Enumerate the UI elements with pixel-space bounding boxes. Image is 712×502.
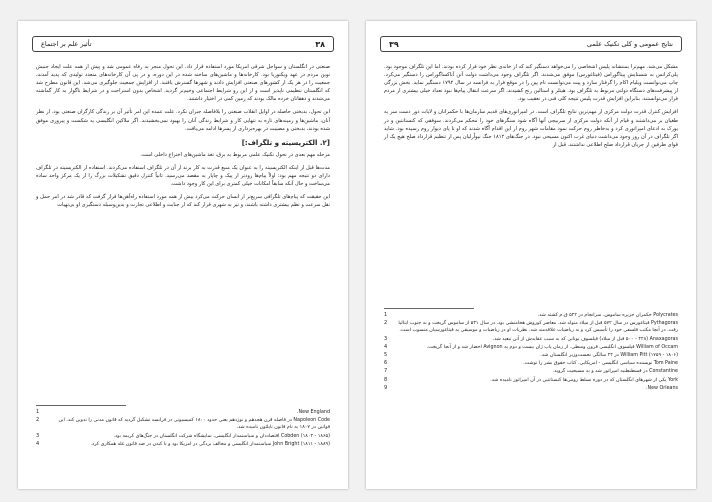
footnote: 2 Pythagoras فیثاغورس در سال ۵۷۲ قبل از میلاد متولد شد. معاصر کوروش هخامنشی بود. در سال ۵۳۱ از ساموس گریخت و به جنوب ایتالیا رفت. در آنجا مکتب فلسفی خود را تأسیس کرد و به ریاضیات علاقه‌مند شد. نظریات او در ریاضیات و موسیقی به فیثاغورسیان منسوب است. [384,320,678,334]
footnote-rule [384,308,474,309]
page-header [32,36,334,52]
paragraph: این تحول، بدبختی حاصله در اوایل انقلاب صنعتی را بلافاصله جبران نکرد. علت عمده این امر تأثیر آن بر زندگی کارگران صنعتی بود. از نظر آنان، ماشین‌ها و زمینه‌های تازه به تنهایی کار و شرایط زندگی آنان را بهبود نمی‌بخشیدند. اگر ملاکین انگلیسی به شکست و پیروزی موفق شده بودند، بدبختی و مصیبت در بهره‌برداری از پسرها ادامه می‌یافت. [36,109,330,132]
left-page [18,21,348,489]
page-number: ۳۸ [315,39,325,49]
page-header [380,36,682,52]
footnotes [36,409,330,449]
section-heading: [۲. الکتریسیته و تلگراف:] [241,138,330,147]
page-body [36,63,330,214]
paragraph: مرحله مهم بعدی در تحول تکنیک علمی مربوط به برق، تغذ ماشین‌های اختراع داخلی است. [140,151,330,158]
footnote: 3 Anaxagoras (۵۰۰ - ۴۲۸ قبل از میلاد) فیلسوف یونانی که به سبب عقایدش از آتن تبعید شد. [384,335,678,342]
paragraph: این حقیقت که پیام‌های تلگرافی سریع‌تر از انسان حرکت می‌کرد بیش از همه مورد استفاده راه‌آهن‌ها قرار گرفت که قادر شد در امر حمل و نقل سرعت و نظم بیشتری داشته باشند، و نیز به شهری قرار کند که از جنابت و اطلاعی تجارت و بدین‌وسیله دستگیری او بی‌تهیات [36,194,330,209]
footnotes [384,312,678,393]
footnote: 4 John Bright (۱۸۱۱ - ۱۸۸۹) سیاستمدار انگلیسی و مخالف بردگی در امریکا بود و با کبدن در ضد قانون غله همکاری کرد. [36,440,330,447]
footnote: 5 William Pitt (۱۷۵۹ - ۱۸۰۶) در ۲۴ سالگی نخست‌وزیر انگلستان شد. [384,352,678,359]
page-body [384,63,678,154]
footnote: 1 New England. [36,409,330,415]
footnote: 9 New Orleans. [384,384,678,391]
footnote: 1 Polycrates حکمران جزیره ساموس. سرانجام در ۵۲۲ ق.م کشته شد. [384,312,678,318]
footnote: 2 Napoleon Code در فاصله قرن هجدهم و نوزدهم یعنی حدود ۱۸۰۰ کمیسیونی در فرانسه تشکیل گردید که قانون مدنی را تدوین کند. این قوانین در ۱۸۰۷ به نام قانون ناپلئون نامیده شد. [36,417,330,431]
header-title: نتایج عمومی و کلی تکنیک علمی [586,40,673,48]
footnote: 7 Constantine در قسطنطنیه امپراتور شد و به مسیحیت گروید. [384,368,678,375]
page-number: ۳۹ [389,39,399,49]
right-page [366,21,696,489]
footnote: 3 Cobden (۱۸۰۴ - ۱۸۶۵) اقتصاددان و سیاستمدار انگلیسی، نمایشگاه شرکت انگلستان در جنگ‌های کریمه بود. [36,432,330,439]
paragraph: مشکل می‌شد. مهم‌ترا بمنتشانه پلیس اشخاصی را می‌خواهد دستگیر کند که از خانه‌ی نظر خود فرار کرده بودند. اما این تلگراف موجود بود. پلی‌کراتس به شستایش پیتاگوراس (فیثاغورس) موفق می‌شدند. اگر تلگراف وجود می‌داشت دولت آتن آناکساگوراس را دستگیر می‌کرد. چاپ می‌توانست ویلیام اکام را گرفتار سازد و پیت می‌توانست تام پین را در موقع فرار به فرانسه در سال ۱۷۹۲ دستگیر نماید. بخش بزرگی از پیشرفت‌های دستگاه دولتی مربوط به تلگراف بود. هیتلر و استالین رنج کشیدند. اگر سرعت انتقال پیام‌ها نبود تعداد خیلی بیشتری از مردم فرار می‌توانستند. بنابراین افزایش قدرت پلیس نتیجه کلی فنی در تعقیب بود. [384,64,678,103]
footnote: 4 William of Occam فیلسوف انگلیسی قرون وسطی. از زمان پاپ ژان بیست و دوم به Avignon احضار شد و از آنجا گریخت. [384,343,678,350]
paragraph: مدت‌ها قبل از اینکه الکتریسیته را به عنوان یک منبع قدرت به کار برند از آن در تلگراف استفاده می‌کردند. استفاده از الکتریسیته در تلگراف دارای دو نتیجه مهم بود: اولاً پیام‌ها زودتر از پیک و چاپار به مقصد می‌رسید. ثانیاً کنترل دقیق تشکیلات بزرگ را از یک مرکز واحد ساده می‌ساخت و حال آنکه سابقاً امکانات خیلی کمتری برای این کار وجود داشت. [36,164,330,188]
header-title: تأثیر علم بر اجتماع [41,40,92,48]
paragraph: افزایش کنترل قدرت دولت مرکزی از مهم‌ترین نتایج تلگراف است. در امپراتوری‌های قدیم سازمان‌ها با حکمرانان و لایات دور دست سر به طغیان بر می‌داشتند و قیام از آنکه دولت مرکزی از سربیجی آنها آگاه شود سنگرهای خود را محکم می‌کردند. سوفقی که کنستانتین و در یورک به ادعای امپراتوری کرد و به‌خاطر روم حرکت نمود مقامات شهر روم از این اقدام آگاه شدند که او تا پای دیوار روم رسیده بود. شاید اگر تلگراف در آن روز وجود می‌داشت دنیای غرب اکنون مسیحی نبود. در جنگ‌های ۱۸۱۲ جنگ نیواُرلیان پس از تنظیم قرارداد صلح هیچ یک از قوای طرفین از جریان قرارداد صلح اطلاعی نداشتند. قبل از [384,109,678,148]
paragraph: صنعتی در انگلستان و سواحل شرقی امریکا مورد استفاده قرار داد. این تحول منجر به رفاه عمومی شد و پیش از همه علت ایجاد جنبش نوین مردم در عهد ویکتوریا بود. کارخانه‌ها و ماشین‌های ساخته شده در این دوره، و در پی آن کارخانه‌های متعدد تولیدی که پدید آمدند، جمعیت را در هر یک از کشورهای صنعتی افزایش دادند و شهرها گسترش یافتند. از افزایش جمعیت جلوگیری می‌شد. این قانون مطرح شد که انگلستان تنظیمی ناپذیر است و از این رو شرایط اجتماعی وخیم‌تر گردید. اشخاص بدون استراحت و در شرایط ناگوار به کار گماشته می‌شدند و دهقانان خرده مالک بودند که زمین کمی در اختیار داشتند. [36,64,330,103]
footnote: 8 York یکی از شهرهای انگلستان که در دوره تسلط رومی‌ها کنستانتین در آن امپراتور نامیده شد. [384,376,678,383]
footnote-rule [36,405,126,406]
footnote: 6 Tom Paine نویسنده سیاسی انگلیسی - امریکایی. کتاب حقوق بشر را نوشت. [384,360,678,367]
